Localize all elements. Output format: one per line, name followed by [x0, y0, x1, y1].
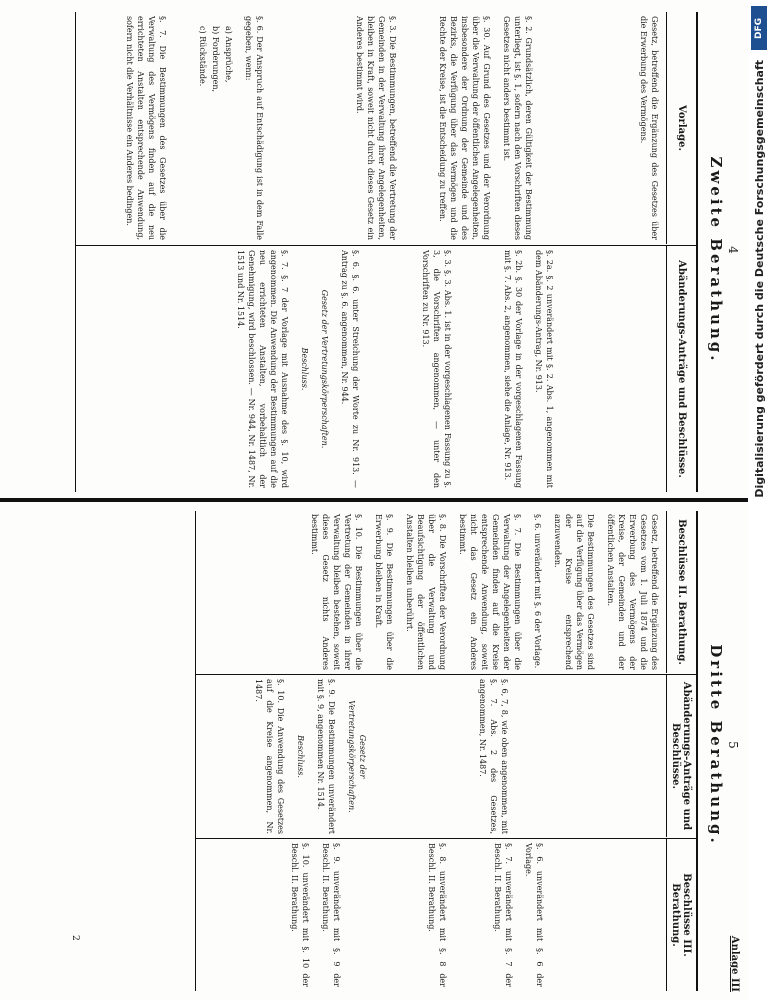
text-entry: Gesetz der Vertretungskörperschaften. [347, 700, 367, 813]
digitization-strip [748, 0, 770, 1000]
section-title: Zweite Berathung. [707, 156, 725, 364]
text-entry: §. 6. unverändert mit §. 6 der Vorlage. [533, 514, 542, 669]
column-body [280, 843, 660, 987]
column-header: Beschlüsse III. Berathung. [666, 839, 696, 991]
text-entry: §. 10. unverändert mit §. 10 der Beschl. II. Berathung. [290, 843, 310, 987]
text-entry: §. 2a. §. 2 unverändert mit §. 2. Abs. 1, angenommen mit dem Abänderungs-Antrag, Nr. 913. [534, 250, 554, 488]
right-page [0, 505, 770, 1000]
text-entry: §. 10. Die Anwendung des Gesetzes auf die Kreise angenommen, Nr. 1487. [254, 679, 285, 834]
column-body [244, 679, 660, 834]
text-entry: §. 9. Die Bestimmungen über die Erwerbung bleiben in Kraft. [374, 514, 394, 670]
text-entry: §. 7. Die Bestimmungen des Gesetzes über die Verwaltung des Vermögens finden auf die neu errichteten Anstalten entsprechende Anwendung, sofern nicht die Verhältnisse ein Anderes bedingen. [125, 16, 167, 240]
document-table [195, 511, 698, 991]
text-entry: Beschluss. [296, 735, 305, 778]
text-entry: a) Ansprüche, [224, 26, 233, 83]
text-entry: §. 9. Die Bestimmungen unverändert mit §. 9, angenommen Nr. 1514. [316, 679, 336, 834]
text-entry: Gesetz der Vertretungskörperschaften. [320, 289, 329, 449]
text-entry: Gesetz, betreffend die Ergänzung des Gesetzes vom 1. Juli 1874 und die Erwerbung des Vermögens der Kreise, der Gemeinden und der öffentlichen Anstalten. [606, 514, 659, 670]
text-entry: §. 6. unverändert mit §. 6 der Vorlage. [524, 843, 544, 987]
column-header: Abänderungs-Anträge und Beschlüsse. [666, 246, 696, 492]
column-divider [76, 245, 696, 246]
text-entry: §. 6, 7, 8, wie oben angenommen, mit §. 7. Abs. 2 des Gesetzes, angenommen, Nr. 1487. [478, 679, 509, 834]
footer-number: 2 [70, 935, 80, 941]
column-header: Vorlage. [666, 12, 696, 244]
column-divider [196, 674, 696, 675]
text-entry: Beschluss. [300, 347, 309, 391]
column-divider [196, 838, 696, 839]
section-title: Dritte Berathung. [707, 644, 725, 846]
column-body [300, 514, 660, 670]
text-entry: c) Rückstände. [198, 26, 207, 87]
text-entry: §. 10. Die Bestimmungen über die Vertretung der Gemeinden in ihrer Verwaltung bleiben bestehen, soweit dieses Gesetz nichts Anderes bestimmt. [310, 514, 363, 670]
text-entry: §. 9. unverändert mit §. 9 der Beschl. II. Berathung. [321, 843, 341, 987]
text-entry: §. 30. Auf Grund des Gesetzes und der Verordnung über die Verwaltung der öffentlichen Angelegenheiten, insbesondere der Ordnung der Gemeinde und des Bezirks, die Verfügung über das Vermögen und die Rechte der Kreise, ist die Entscheidung zu treffen. [438, 16, 491, 240]
column-header: Beschlüsse II. Berathung. [666, 511, 696, 673]
column-body [115, 16, 660, 240]
text-entry: §. 8. Die Vorschriften der Verordnung über die Verwaltung und Beaufsichtigung der öffentlichen Anstalten bleiben unberührt. [405, 514, 447, 670]
text-entry: §. 3. Die Bestimmungen, betreffend die Vertretung der Gemeinden in der Verwaltung ihrer Angelegenheiten, bleiben in Kraft, soweit nicht durch dieses Gesetz ein Anderes bestimmt wird. [355, 16, 397, 240]
text-entry: §. 6. §. 6. unter Streichung der Worte zu Nr. 913. — Antrag zu §. 6. angenommen, Nr. 944. [340, 250, 360, 488]
text-entry: Gesetz, betreffend die Ergänzung des Gesetzes über die Erwerbung des Vermögens. [639, 16, 659, 240]
text-entry: §. 7. Die Bestimmungen über die Verwaltung der Angelegenheiten der Gemeinden finden auf die Kreise entsprechende Anwendung, soweit nicht das Gesetz ein Anderes bestimmt. [458, 514, 522, 670]
appendix-label: Anlage III [729, 935, 740, 992]
text-entry: §. 8. unverändert mit §. 8 der Beschl. II. Berathung. [427, 843, 447, 987]
dfg-logo-icon: DFG [751, 6, 767, 50]
text-entry: b) Forderungen, [211, 26, 220, 93]
text-entry: Die Bestimmungen des Gesetzes sind auf die Verfügung über das Vermögen der Kreise entsprechend anzuwenden. [553, 514, 595, 670]
text-entry: §. 3. §. 3. Abs. 1. ist in der vorgeschlagenen Fassung zu §. 3, die Vorschriften angenommen, — unter den Vorschriften zu Nr. 913. [421, 250, 452, 488]
column-body [226, 250, 660, 488]
text-entry: §. 7. unverändert mit §. 7 der Beschl. II. Berathung. [493, 843, 513, 987]
text-entry: §. 6. Der Anspruch auf Entschädigung ist in dem Falle gegeben, wenn: [244, 16, 264, 240]
column-header: Abänderungs-Anträge und Beschlüsse. [666, 675, 696, 837]
text-entry: §. 2b. §. 30 der Vorlage in der vorgeschlagenen Fassung mit §. 7. Abs. 2, angenommen, siehe die Anlage, Nr. 913. [503, 250, 523, 488]
page-number: 4 [726, 246, 740, 254]
document-table [75, 12, 698, 492]
page-number: 5 [726, 741, 740, 749]
text-entry: §. 7. §. 7 der Vorlage mit Ausnahme des §. 10, wird angenommen. Die Anwendung der Bestimmungen auf die neu errichteten Anstalten, vorbehaltlich der Genehmigung, wird beschlossen. — Nr. 944, Nr. 1487, Nr. 1513 und Nr. 1514. [236, 250, 289, 488]
digitization-note: Digitalisierung gefördert durch die Deutsche Forschungsgemeinschaft [753, 60, 766, 498]
page-divider [0, 498, 770, 502]
text-entry: §. 2. Grundsätzlich, deren Gültigkeit der Bestimmung unterliegt, ist §. 1, sofern nach den Vorschriften dieses Gesetzes nicht anders bestimmt ist. [502, 16, 533, 240]
